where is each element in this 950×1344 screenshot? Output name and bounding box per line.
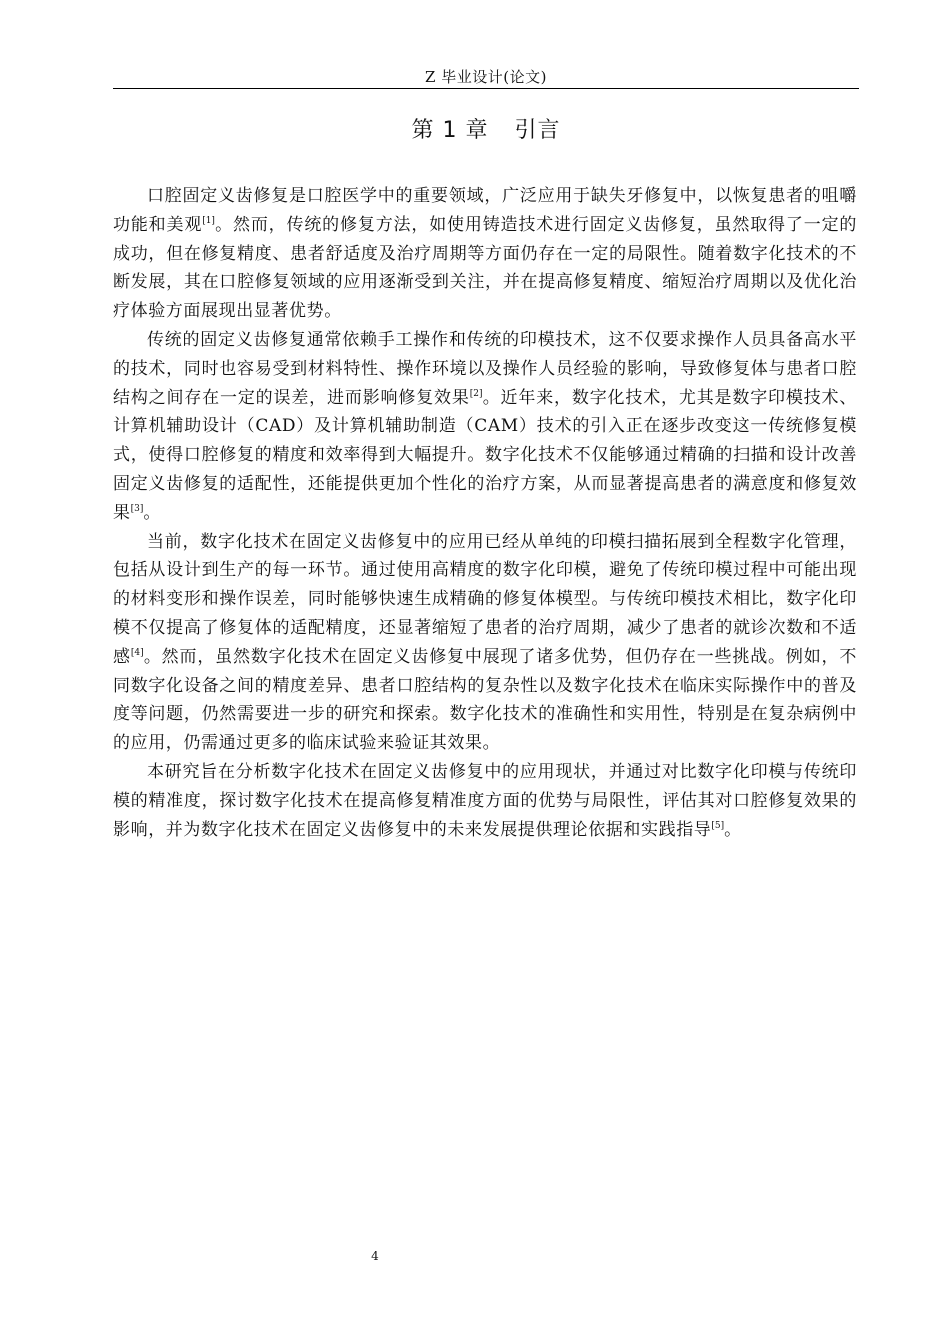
paragraph-text: 。 <box>143 502 161 523</box>
paragraph-text: 本研究旨在分析数字化技术在固定义齿修复中的应用现状，并通过对比数字化印模与传统印模的精准度，探讨数字化技术在提高修复精准度方面的优势与局限性，评估其对口腔修复效果的影响，并为数字化技术在固定义齿修复中的未来发展提供理论依据和实践指导 <box>113 761 857 840</box>
paragraph-4 <box>113 758 857 844</box>
paragraph-text: 。然而，虽然数字化技术在固定义齿修复中展现了诸多优势，但仍存在一些挑战。例如，不同数字化设备之间的精度差异、患者口腔结构的复杂性以及数字化技术在临床实际操作中的普及度等问题，仍然需要进一步的研究和探索。数字化技术的准确性和实用性，特别是在复杂病例中的应用，仍需通过更多的临床试验来验证其效果。 <box>113 646 857 754</box>
page-header-title: Z 毕业设计(论文) <box>425 68 547 86</box>
paragraph-3 <box>113 528 857 758</box>
citation-ref[interactable]: [5] <box>711 820 725 831</box>
paragraph-text: 。然而，传统的修复方法，如使用铸造技术进行固定义齿修复，虽然取得了一定的成功，但在修复精度、患者舒适度及治疗周期等方面仍存在一定的局限性。随着数字化技术的不断发展，其在口腔修复领域的应用逐渐受到关注，并在提高修复精度、缩短治疗周期以及优化治疗体验方面展现出显著优势。 <box>113 214 858 322</box>
chapter-heading <box>113 114 859 148</box>
citation-ref[interactable]: [4] <box>130 647 144 658</box>
paragraph-text: 。近年来，数字化技术，尤其是数字印模技术、计算机辅助设计（CAD）及计算机辅助制造（CAM）技术的引入正在逐步改变这一传统修复模式，使得口腔修复的精度和效率得到大幅提升。数字化技术不仅能够通过精确的扫描和设计改善固定义齿修复的适配性，还能提供更加个性化的治疗方案，从而显著提高患者的满意度和修复效果 <box>113 387 857 523</box>
citation-ref[interactable]: [2] <box>469 388 483 399</box>
page-number: 4 <box>371 1249 379 1263</box>
paragraph-text: 传统的固定义齿修复通常依赖手工操作和传统的印模技术，这不仅要求操作人员具备高水平的技术，同时也容易受到材料特性、操作环境以及操作人员经验的影响，导致修复体与患者口腔结构之间存在一定的误差，进而影响修复效果 <box>113 329 857 408</box>
paragraph-text: 口腔固定义齿修复是口腔医学中的重要领域，广泛应用于缺失牙修复中，以恢复患者的咀嚼功能和美观 <box>113 186 857 235</box>
paragraph-text: 当前，数字化技术在固定义齿修复中的应用已经从单纯的印模扫描拓展到全程数字化管理，包括从设计到生产的每一环节。通过使用高精度的数字化印模，避免了传统印模过程中可能出现的材料变形和操作误差，同时能够快速生成精确的修复体模型。与传统印模技术相比，数字化印模不仅提高了修复体的适配精度，还显著缩短了患者的治疗周期，减少了患者的就诊次数和不适感 <box>113 531 857 667</box>
paragraph-1 <box>113 182 857 326</box>
body-text <box>113 182 857 844</box>
chapter-number: 第 1 章 <box>411 118 489 143</box>
header-divider <box>113 88 859 89</box>
paragraph-text: 。 <box>724 819 742 840</box>
paragraph-2 <box>113 326 857 528</box>
citation-ref[interactable]: [3] <box>130 503 144 514</box>
citation-ref[interactable]: [1] <box>202 215 215 226</box>
chapter-title-text: 引言 <box>514 118 561 143</box>
